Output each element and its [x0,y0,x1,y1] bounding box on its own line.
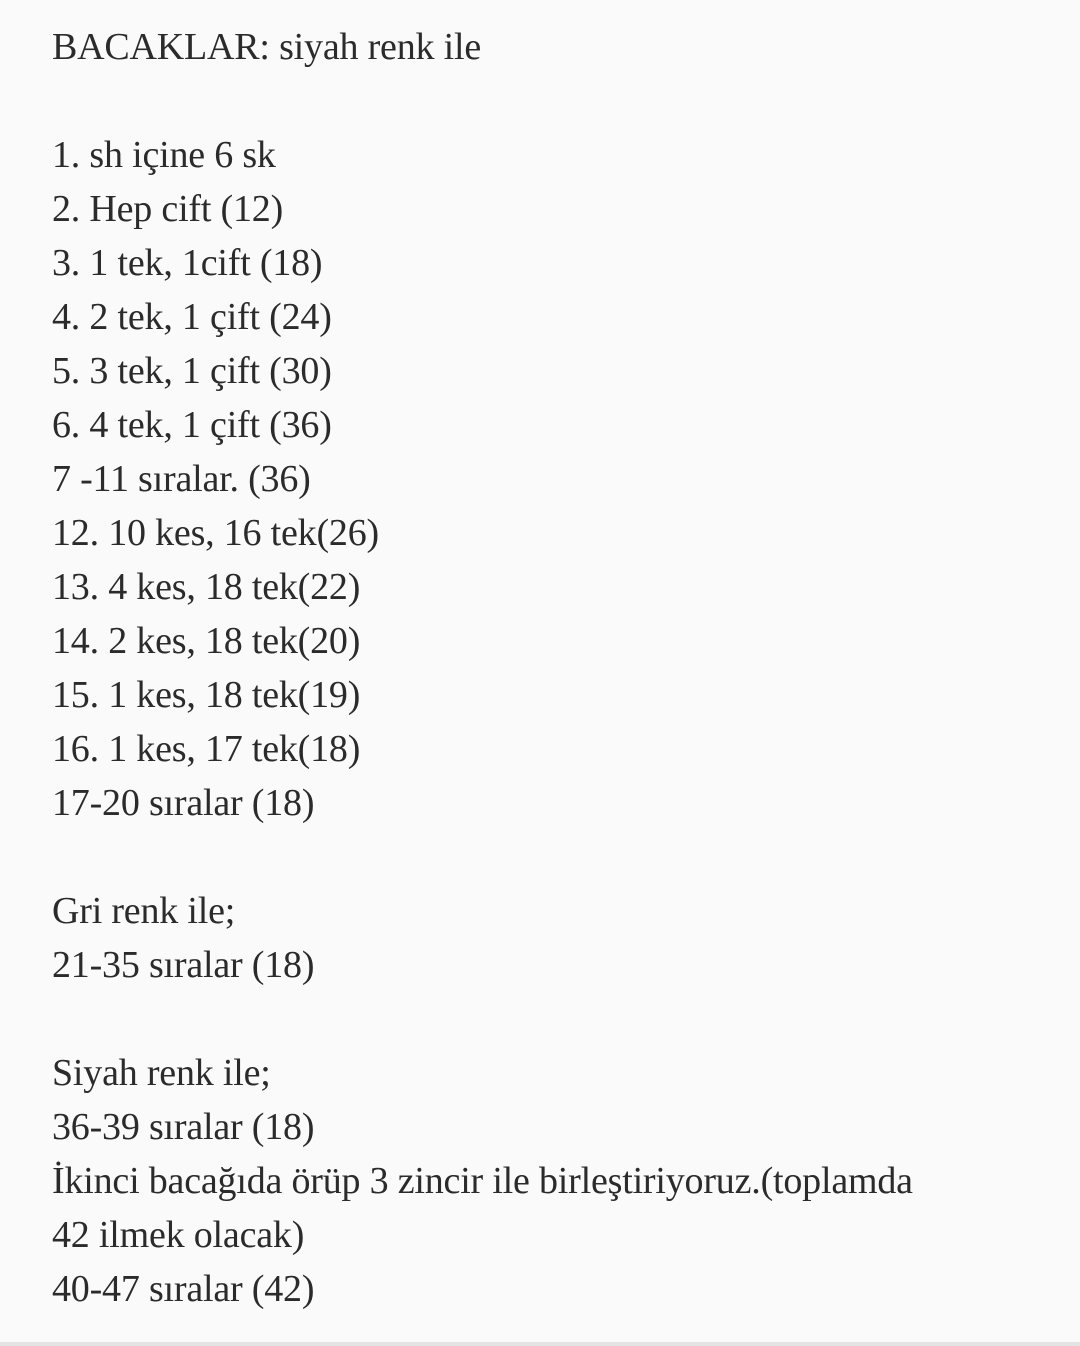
row-21-35: 21-35 sıralar (18) [52,944,315,986]
gray-section-title: Gri renk ile; [52,890,236,932]
blank-line [52,830,1062,884]
joining-instruction: İkinci bacağıda örüp 3 zincir ile birleştiriyoruz.(toplamda [52,1160,913,1202]
row-14: 14. 2 kes, 18 tek(20) [52,620,361,662]
row-3: 3. 1 tek, 1cift (18) [52,242,323,284]
row-7-11: 7 -11 sıralar. (36) [52,458,311,500]
row-16: 16. 1 kes, 17 tek(18) [52,728,361,770]
row-40-47: 40-47 sıralar (42) [52,1268,315,1310]
blank-line [52,992,1062,1046]
section-heading: BACAKLAR: siyah renk ile [52,26,481,68]
bottom-edge-divider [0,1342,1080,1346]
row-6: 6. 4 tek, 1 çift (36) [52,404,332,446]
row-5: 5. 3 tek, 1 çift (30) [52,350,332,392]
row-13: 13. 4 kes, 18 tek(22) [52,566,361,608]
row-12: 12. 10 kes, 16 tek(26) [52,512,379,554]
pattern-document [52,20,1062,1316]
row-15: 15. 1 kes, 18 tek(19) [52,674,361,716]
black-section-title: Siyah renk ile; [52,1052,271,1094]
joining-instruction-continued: 42 ilmek olacak) [52,1214,305,1256]
row-17-20: 17-20 sıralar (18) [52,782,315,824]
row-1: 1. sh içine 6 sk [52,134,276,176]
row-2: 2. Hep cift (12) [52,188,284,230]
row-36-39: 36-39 sıralar (18) [52,1106,315,1148]
row-4: 4. 2 tek, 1 çift (24) [52,296,332,338]
blank-line [52,74,1062,128]
